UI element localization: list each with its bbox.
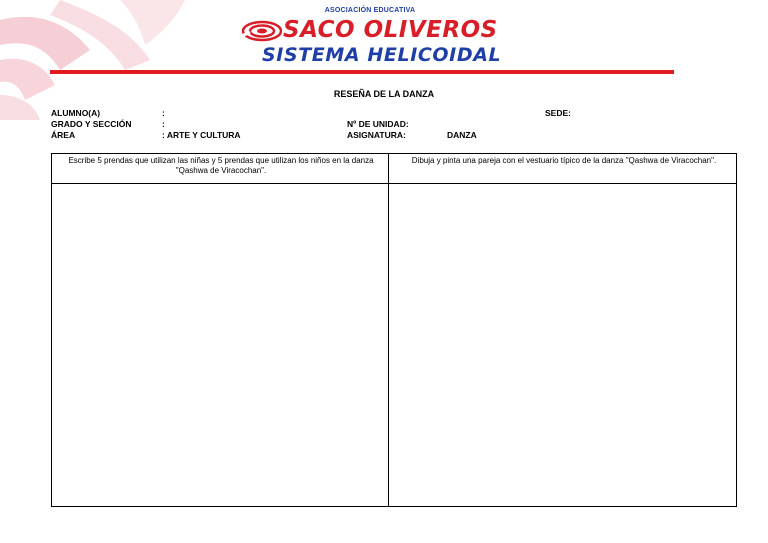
asignatura-value: DANZA (447, 130, 477, 140)
activity-table (51, 153, 737, 507)
asignatura-label: ASIGNATURA: (347, 130, 406, 140)
left-answer-area[interactable] (52, 184, 388, 506)
sede-label: SEDE: (545, 108, 571, 118)
brand-subtitle: SISTEMA HELICOIDAL (262, 44, 502, 66)
left-column-header: Escribe 5 prendas que utilizan las niñas y 5 prendas que utilizan los niños en la danza "Qashwa de Viracochan". (68, 156, 374, 175)
alumno-field[interactable]: : (162, 108, 165, 118)
document-header (0, 0, 768, 80)
right-drawing-area[interactable] (389, 184, 736, 506)
grado-label: GRADO Y SECCIÓN (51, 119, 132, 129)
association-label: ASOCIACIÓN EDUCATIVA (324, 7, 416, 14)
grado-field[interactable]: : (162, 119, 165, 129)
area-label: ÁREA (51, 130, 76, 140)
swirl-logo-icon (240, 20, 282, 42)
alumno-label: ALUMNO(A) (51, 108, 101, 118)
unidad-label: Nº DE UNIDAD: (347, 119, 409, 129)
area-value: : ARTE Y CULTURA (162, 130, 241, 140)
brand-name: SACO OLIVEROS (283, 17, 498, 43)
right-column-header: Dibuja y pinta una pareja con el vestuario típico de la danza "Qashwa de Viracochan". (411, 156, 717, 165)
header-divider (50, 70, 674, 74)
document-title: RESEÑA DE LA DANZA (333, 89, 435, 99)
